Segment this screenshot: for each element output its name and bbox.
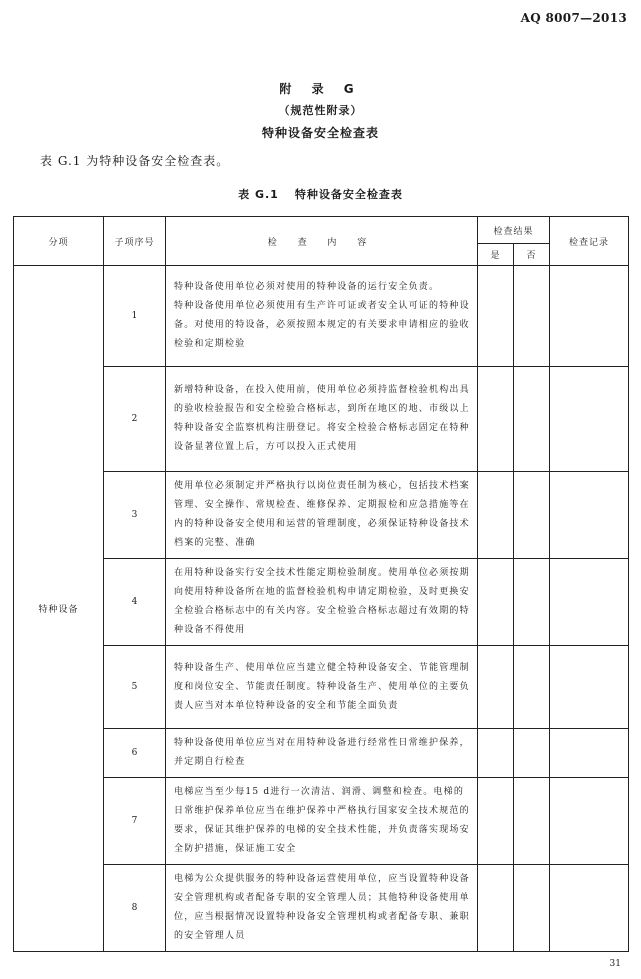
table-caption [0,186,641,202]
record-cell[interactable] [550,778,629,865]
result-yes-cell[interactable] [478,729,514,778]
result-yes-cell[interactable] [478,367,514,472]
check-content: 在用特种设备实行安全技术性能定期检验制度。使用单位必须按期向使用特种设备所在地的监督检验机构申请定期检验，及时更换安全检验合格标志中的有关内容。安全检验合格标志超过有效期的特种设备不得使用 [166,559,478,646]
table-caption-title: 特种设备安全检查表 [294,188,403,201]
check-content: 特种设备使用单位必须对使用的特种设备的运行安全负责。 特种设备使用单位必须使用有生产许可证或者安全认可证的特种设备。对使用的特设备，必须按照本规定的有关要求申请相应的验收检验和定期检验 [166,266,478,367]
record-cell[interactable] [550,472,629,559]
record-cell[interactable] [550,729,629,778]
check-content: 电梯应当至少每15 d进行一次清洁、润滑、调整和检查。电梯的日常维护保养单位应当在维护保养中严格执行国家安全技术规范的要求，保证其维护保养的电梯的安全技术性能，并负责落实现场安全防护措施，保证施工安全 [166,778,478,865]
check-content: 特种设备使用单位应当对在用特种设备进行经常性日常维护保养，并定期自行检查 [166,729,478,778]
result-yes-cell[interactable] [478,559,514,646]
result-yes-cell[interactable] [478,266,514,367]
sub-item-index: 6 [104,729,166,778]
sub-item-index: 3 [104,472,166,559]
sub-item-index: 2 [104,367,166,472]
check-content: 特种设备生产、使用单位应当建立健全特种设备安全、节能管理制度和岗位安全、节能责任制度。特种设备生产、使用单位的主要负责人应当对本单位特种设备的安全和节能全面负责 [166,646,478,729]
result-no-cell[interactable] [514,559,550,646]
result-no-cell[interactable] [514,729,550,778]
table-row [14,729,629,778]
category-cell: 特种设备 [14,266,104,952]
check-content: 使用单位必须制定并严格执行以岗位责任制为核心，包括技术档案管理、安全操作、常规检查、维修保养、定期报检和应急措施等在内的特种设备安全使用和运营的管理制度，必须保证特种设备技术档案的完整、准确 [166,472,478,559]
table-row [14,646,629,729]
result-yes-cell[interactable] [478,865,514,952]
sub-item-index: 4 [104,559,166,646]
check-content: 电梯为公众提供服务的特种设备运营使用单位，应当设置特种设备安全管理机构或者配备专职的安全管理人员；其他特种设备使用单位，应当根据情况设置特种设备安全管理机构或者配备专职、兼职的安全管理人员 [166,865,478,952]
sub-item-index: 5 [104,646,166,729]
header-record: 检查记录 [550,217,629,266]
result-no-cell[interactable] [514,266,550,367]
record-cell[interactable] [550,367,629,472]
appendix-title: 附 录 G [279,82,362,96]
result-no-cell[interactable] [514,865,550,952]
result-no-cell[interactable] [514,646,550,729]
page-number: 31 [609,959,621,969]
checklist-table [13,216,629,952]
header-yes: 是 [478,244,514,266]
intro-paragraph: 表 G.1 为特种设备安全检查表。 [40,154,230,168]
table-body [14,266,629,952]
result-yes-cell[interactable] [478,472,514,559]
sub-item-index: 8 [104,865,166,952]
result-no-cell[interactable] [514,778,550,865]
standard-code: AQ 8007—2013 [520,11,627,25]
table-row [14,559,629,646]
sub-item-index: 7 [104,778,166,865]
header-no: 否 [514,244,550,266]
table-row [14,778,629,865]
record-cell[interactable] [550,266,629,367]
header-sub-item: 子项序号 [104,217,166,266]
result-yes-cell[interactable] [478,778,514,865]
header-content: 检 查 内 容 [166,217,478,266]
table-row [14,472,629,559]
table-row [14,266,629,367]
result-no-cell[interactable] [514,367,550,472]
appendix-name: 特种设备安全检查表 [261,126,379,140]
record-cell[interactable] [550,865,629,952]
table-caption-number: 表 G.1 [238,188,279,201]
check-content: 新增特种设备，在投入使用前，使用单位必须持监督检验机构出具的验收检验报告和安全检验合格标志，到所在地区的地、市级以上特种设备安全监察机构注册登记。将安全检验合格标志固定在特种设备显著位置上后，方可以投入正式使用 [166,367,478,472]
result-no-cell[interactable] [514,472,550,559]
table-row [14,865,629,952]
result-yes-cell[interactable] [478,646,514,729]
sub-item-index: 1 [104,266,166,367]
record-cell[interactable] [550,559,629,646]
header-result-group: 检查结果 [478,217,550,244]
header-category: 分项 [14,217,104,266]
record-cell[interactable] [550,646,629,729]
appendix-subtitle: （规范性附录） [278,104,363,117]
table-row [14,367,629,472]
